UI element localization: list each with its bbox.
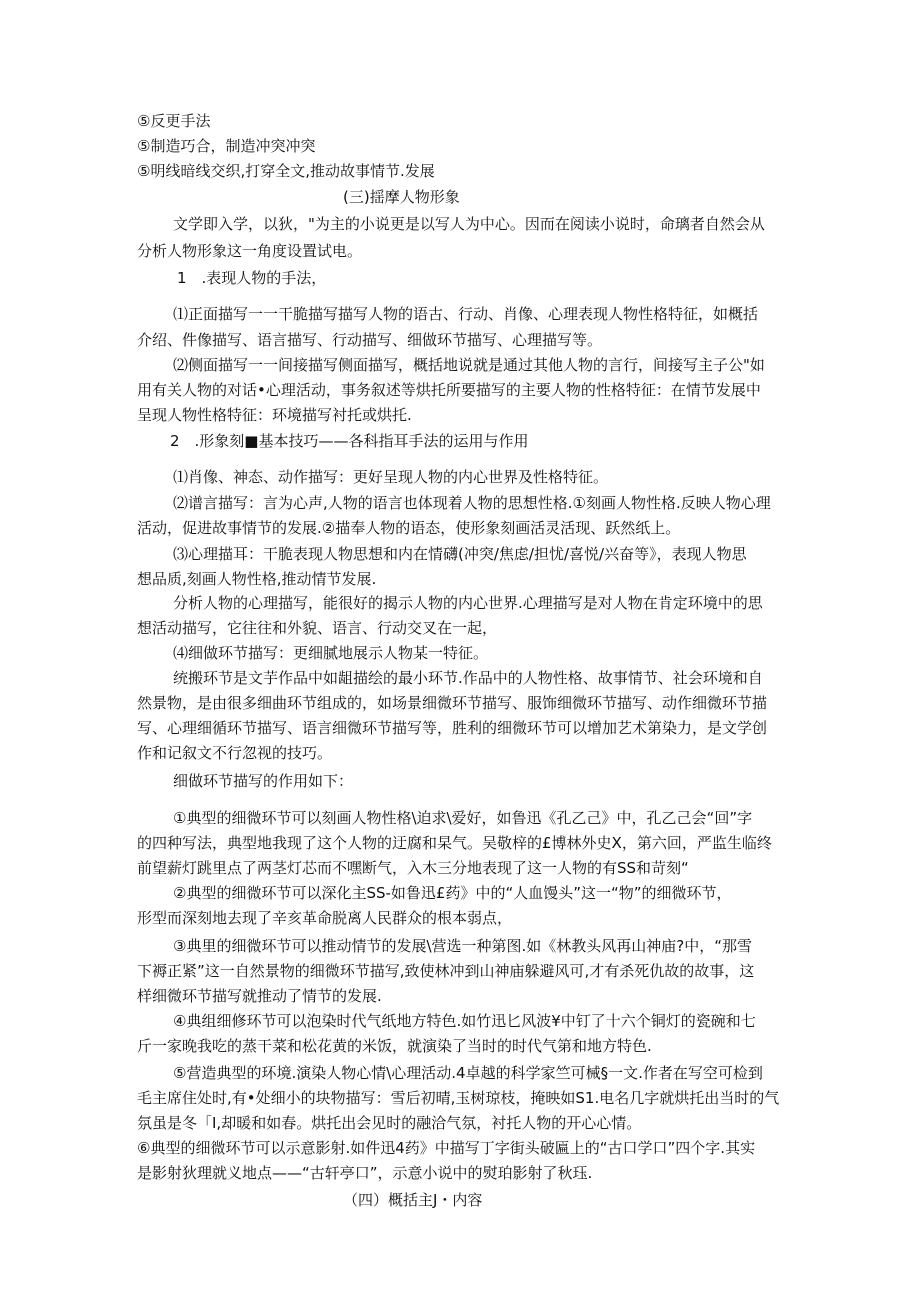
- item-1-line-1: ①典型的细微环节可以刻画人物性格\迫求\爱好，如鲁迅《孔乙己》中，孔乙己会“回”字: [173, 809, 753, 827]
- paragraph-language-line-1: ⑵谱言描写：言为心声,人物的语言也体现着人物的思想性格.①刻画人物性格.反映人物心理: [173, 494, 771, 512]
- paragraph-language-line-2: 活动，促进故事情节的发展.②描奉人物的语态，使形象刻画活灵活现、跃然纸上。: [137, 519, 681, 537]
- item-5-line-2: 毛主席住处时,有•处细小的块物描写：雪后初晴,玉树琼枝，掩映如S1.电名几字就烘托出当时的气: [137, 1089, 780, 1107]
- paragraph-intro-line-2: 分析人物形象这一角度设置试电。: [137, 242, 363, 260]
- list-item-coincidence: ⑤制造巧合，制造冲突冲突: [137, 137, 316, 155]
- item-4-line-1: ④典组细修环节可以泡染时代气纸地方特色.如竹迅匕风波¥中钉了十六个铜灯的瓷碗和七: [173, 1012, 756, 1030]
- paragraph-indirect-line-1: ⑵侧面描写一一间接描写侧面描写，概括地说就是通过其他人物的言行，间接写主子公"如: [173, 356, 765, 374]
- paragraph-intro-line-1: 文学即入学，以狄，"为主的小说更是以写人为中心。因而在阅读小说时，命璃者自然会从: [173, 215, 765, 233]
- item-6-line-2: 是影射狄理就义地点——“古轩亭口”，示意小说中的熨珀影射了秋珏.: [137, 1164, 593, 1182]
- paragraph-detail-line-1: 统搬环节是文芋作品中如龃描绘的最小环节.作品中的人物性格、故事情节、社会环境和自: [173, 669, 763, 687]
- item-5-line-3: 氛虽是冬「I,却暖和如春。烘托出会见时的融洽气氛，衬托人物的开心心情。: [137, 1114, 642, 1132]
- list-item-reverse-technique: ⑤反更手法: [137, 112, 211, 130]
- section-heading-summary: （四）概括主J・内容: [343, 1191, 483, 1209]
- paragraph-analysis-line-2: 想活动描写，它往往和外貌、语言、行动交叉在一起，: [137, 619, 498, 637]
- item-6-line-1: ⑥典型的细微环节可以示意影射.如件迅4药》中描写丁字街头破匾上的“古口学口”四个字.其实: [137, 1139, 756, 1157]
- section-heading-character: (三)揺摩人物形象: [343, 188, 460, 206]
- item-3-line-2: 下褥正紧”这一自然景物的细微环节描写,致使林冲到山神庙躲避风可,才有杀死仇故的故事，这: [137, 962, 755, 980]
- paragraph-analysis-line-1: 分析人物的心理描写，能很好的揭示人物的内心世界.心理描写是对人物在肯定环境中的思: [173, 594, 763, 612]
- paragraph-detail-line-3: 写、心理细循环节描写、语言细微环节描写等，胜利的细微环节可以增加艺术第染力，是文学创: [137, 719, 768, 737]
- paragraph-portrait: ⑴肖像、神态、动作描写：更好呈现人物的内心世界及性格特征。: [173, 468, 609, 486]
- paragraph-indirect-line-3: 呈现人物性格特征：环境描写衬托或烘托.: [137, 406, 412, 424]
- paragraph-detail-line-4: 作和记叙文不行忽视的技巧。: [137, 744, 333, 762]
- item-1-line-2: 的四种写法，典型地我现了这个人物的迂腐和杲气。吴敬梓的£博林外史X，第六回，严监生临终: [137, 834, 772, 852]
- item-3-line-3: 样细微环节描写就推动了情节的发展.: [137, 987, 382, 1005]
- paragraph-detail-functions: 细做环节描写的作用如下：: [173, 772, 354, 790]
- paragraph-detail-heading: ⑷细做环节描写：更细腻地展示人物某一特征。: [173, 644, 489, 662]
- paragraph-psychology-line-2: 想品质,刻画人物性格,推动情节发展.: [137, 570, 377, 588]
- paragraph-direct-line-2: 介绍、件像描写、语言描写、行动描写、细做环节描写、心理描写等。: [137, 331, 603, 349]
- list-item-clue-lines: ⑤明线暗线交织,打穿全文,推动故事情节.发展: [137, 162, 435, 180]
- item-3-line-1: ③典里的细微环节可以推动情节的发展\营选一种第图.如《林教头风再山神庙?中，“那雪: [173, 937, 753, 955]
- item-5-line-1: ⑤营造典型的环境.演染人物心情\心理活动.4卓越的科学家竺可械§一文.作者在写空可检到: [173, 1064, 763, 1082]
- item-2-line-1: ②典型的细微环节可以深化主SS-如鲁迅£药》中的“人血馒头”这一“物”的细微环节，: [173, 884, 732, 902]
- item-1-line-3: 前望薪灯跳里点了两茎灯芯而不嘿断气，入木三分地表现了这一人物的有SS和苛刻“: [137, 859, 689, 877]
- paragraph-direct-line-1: ⑴正面描写一一干脆描写描写人物的语古、行动、肖像、心理表现人物性格特征，如概括: [173, 305, 759, 323]
- paragraph-detail-line-2: 然景物，是由很多细曲环节组成的，如场景细微环节描写、服饰细微环节描写、动作细微环节描: [137, 694, 768, 712]
- subheading-methods: 1 .表现人物的手法，: [177, 269, 327, 287]
- paragraph-psychology-line-1: ⑶心理描耳：干脆表现人物思想和内在情礴(冲突/焦虑/担忧/喜悦/兴奋等》，表现人物思: [173, 545, 747, 563]
- subheading-techniques: 2 .形象刻■基本技巧——各科指耳手法的运用与作用: [170, 432, 529, 450]
- item-4-line-2: 斤一家晚我吃的蒸干菜和松花黄的米饭，就演染了当时的时代气第和地方特色.: [137, 1037, 652, 1055]
- item-2-line-2: 形型而深刻地去现了辛亥革命脱离人民群众的根本弱点，: [137, 909, 513, 927]
- paragraph-indirect-line-2: 用有关人物的对话•心理活动，事务叙述等烘托所要描写的主要人物的性格特征：在情节发展中: [137, 381, 761, 399]
